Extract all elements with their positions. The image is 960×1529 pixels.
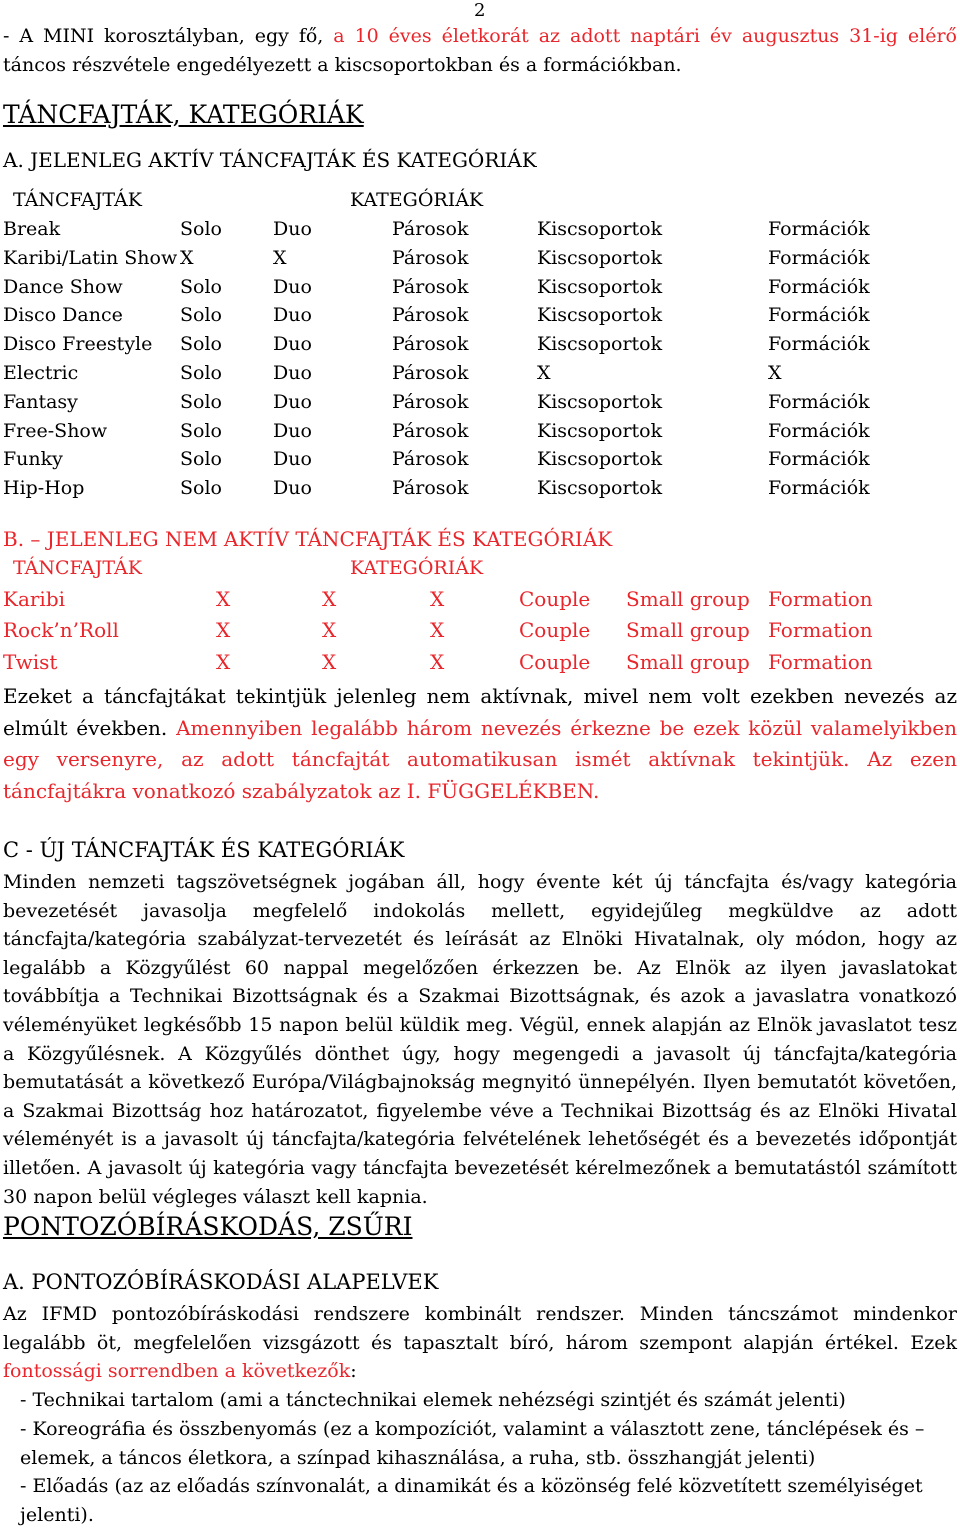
inactive-dance-category: X <box>322 618 337 643</box>
active-dance-category: Duo <box>273 448 312 471</box>
active-dance-category: Duo <box>273 390 312 413</box>
inactive-dance-category: X <box>216 587 231 611</box>
page-number: 2 <box>474 0 486 21</box>
judging-list-item-choreography: - Koreográfia és összbenyomás (ez a kompozíciót, valamint a választott zene, tánclépések és –elemek, a táncos életkora, a színpad kihasználása, a ruha, stb. összhangját jelenti) <box>20 1418 925 1469</box>
inactive-dance-category: Couple <box>519 649 591 674</box>
active-dance-category: X <box>273 246 287 269</box>
active-dance-category: Solo <box>180 362 222 384</box>
judging-a-title: A. PONTOZÓBÍRÁSKODÁSI ALAPELVEK <box>3 1270 439 1294</box>
judging-list-item-technical: - Technikai tartalom (ami a tánctechnikai elemek nehézségi szintjét és számát jelenti) <box>20 1389 846 1411</box>
active-dance-category: Solo <box>180 477 222 500</box>
inactive-dance-category: X <box>430 587 445 611</box>
inactive-dance-category: X <box>430 649 445 674</box>
inactive-dance-category: X <box>430 618 445 643</box>
active-dance-name: Dance Show <box>3 275 123 298</box>
active-dance-category: Párosok <box>392 448 469 471</box>
judging-a-body-red: fontossági sorrendben a következők <box>3 1360 351 1383</box>
inactive-dance-category: Small group <box>626 587 750 611</box>
inactive-dance-category: Couple <box>519 618 591 643</box>
active-dance-category: Duo <box>273 304 312 327</box>
active-dance-category: Párosok <box>392 218 469 240</box>
inactive-dance-name: Rock’n’Roll <box>3 618 119 643</box>
active-dance-category: Párosok <box>392 362 469 384</box>
active-dance-category: Kiscsoportok <box>537 333 663 356</box>
active-dance-name: Hip-Hop <box>3 477 85 500</box>
active-dance-category: Duo <box>273 218 312 240</box>
active-dance-category: Formációk <box>768 448 870 471</box>
active-dance-category: Solo <box>180 390 222 413</box>
intro-text-1: - A MINI korosztályban, egy fő, <box>3 25 334 47</box>
heading-dance-types: TÁNCFAJTÁK, KATEGÓRIÁK <box>3 100 364 129</box>
active-dance-category: Párosok <box>392 246 469 269</box>
heading-judging: PONTOZÓBÍRÁSKODÁS, ZSŰRI <box>3 1212 413 1241</box>
active-dance-category: Solo <box>180 333 222 356</box>
active-dance-name: Disco Freestyle <box>3 333 153 356</box>
inactive-dance-category: X <box>216 618 231 643</box>
section-c-body: Minden nemzeti tagszövetségnek jogában áll, hogy évente két új táncfajta és/vagy kategória bevezetését javasolja megfelelő indokolás mellett, egyidejűleg megküldve az adott táncfajta/kategória szabályzat-tervezetét és leírását az Elnöki Hivatalnak, oly módon, hogy az legalább a Közgyűlést 60 nappal megelőzően érkezzen be. Az Elnök az ilyen javaslatokat továbbítja a Technikai Bizottságnak és a Szakmai Bizottságnak, és azok a javaslatra vonatkozó véleményüket legkésőbb 15 napon belül küldik meg. Végül, ennek alapján az Elnök javaslatot tesz a Közgyűlésnek. A Közgyűlés dönthet úgy, hogy megengedi a javasolt új táncfajta/kategória bemutatását a következő Európa/Világbajnokság megnyitó ünnepélyén. Ilyen bemutatót követően, a Szakmai Bizottság hoz határozatot, figyelembe véve a Technikai Bizottság és az Elnöki Hivatal véleményét is a javasolt új táncfajta/kategória felvételének lehetőségét és a bevezetés időpontját illetően. A javasolt új kategória vagy táncfajta bevezetését kérelmezőnek a bemutatástól számított 30 napon belül végleges választ kell kapnia. <box>3 871 957 1208</box>
active-dance-category: Solo <box>180 275 222 298</box>
active-dance-category: Párosok <box>392 304 469 327</box>
section-c-title: C - ÚJ TÁNCFAJTÁK ÉS KATEGÓRIÁK <box>3 838 405 862</box>
active-dance-category: Solo <box>180 419 222 442</box>
active-dance-category: Solo <box>180 304 222 327</box>
inactive-dance-category: Formation <box>768 587 873 611</box>
active-dance-category: Duo <box>273 275 312 298</box>
active-dance-category: Solo <box>180 218 222 240</box>
active-dance-category: Kiscsoportok <box>537 477 663 500</box>
judging-a-body <box>3 1300 957 1386</box>
judging-a-body-black: Az IFMD pontozóbíráskodási rendszere kombinált rendszer. Minden táncszámot mindenkor legalább öt, megfelelően vizsgázott és tapasztalt bíró, három szempont alapján értékel. Ezek <box>3 1303 957 1354</box>
intro-text-red: a 10 éves életkorát az adott naptári év augusztus 31-ig elérő <box>333 25 957 47</box>
active-dance-name: Fantasy <box>3 390 78 413</box>
inactive-dance-category: Formation <box>768 649 873 674</box>
active-dance-name: Free-Show <box>3 419 108 442</box>
active-dance-category: Párosok <box>392 477 469 500</box>
judging-a-body-end: : <box>350 1360 357 1383</box>
active-dance-category: Kiscsoportok <box>537 390 663 413</box>
active-dance-category: Párosok <box>392 333 469 356</box>
active-dance-category: Solo <box>180 448 222 471</box>
active-dance-category: Duo <box>273 362 312 384</box>
section-a-title: A. JELENLEG AKTÍV TÁNCFAJTÁK ÉS KATEGÓRIÁK <box>3 148 537 172</box>
active-dance-category: Kiscsoportok <box>537 275 663 298</box>
active-dance-category: Kiscsoportok <box>537 304 663 327</box>
active-dance-name: Break <box>3 218 61 240</box>
active-dance-category: X <box>537 362 551 384</box>
inactive-dance-name: Karibi <box>3 587 66 611</box>
inactive-dance-category: Formation <box>768 618 873 643</box>
active-dance-category: Párosok <box>392 390 469 413</box>
active-dance-category: Formációk <box>768 246 870 269</box>
active-dance-name: Funky <box>3 448 63 471</box>
inactive-dance-category: Small group <box>626 618 750 643</box>
active-dance-category: Formációk <box>768 333 870 356</box>
active-dance-name: Disco Dance <box>3 304 123 327</box>
active-dance-category: Kiscsoportok <box>537 448 663 471</box>
active-dance-category: Párosok <box>392 275 469 298</box>
section-b-col-categories: KATEGÓRIÁK <box>350 557 484 579</box>
active-dance-category: Formációk <box>768 419 870 442</box>
active-dance-category: X <box>180 246 194 269</box>
judging-list-item-performance: - Előadás (az az előadás színvonalát, a dinamikát és a közönség felé közvetített személyiséget jelenti). <box>20 1475 923 1526</box>
active-dance-category: Duo <box>273 477 312 500</box>
inactive-dance-name: Twist <box>3 649 58 674</box>
active-dance-category: Kiscsoportok <box>537 218 663 240</box>
active-dance-category: X <box>768 362 782 384</box>
active-dance-category: Párosok <box>392 419 469 442</box>
section-b-note-black: Ezeket a táncfajtákat tekintjük jelenleg nem aktívnak, mivel nem volt ezekben nevezés az elmúlt években. <box>3 684 957 740</box>
section-b-note <box>3 681 957 807</box>
active-dance-category: Formációk <box>768 218 870 240</box>
section-a-col-dances: TÁNCFAJTÁK <box>13 189 142 211</box>
active-dance-name: Karibi/Latin Show <box>3 246 178 269</box>
inactive-dance-category: X <box>322 649 337 674</box>
inactive-dance-category: X <box>322 587 337 611</box>
inactive-dance-category: Couple <box>519 587 591 611</box>
active-dance-category: Duo <box>273 419 312 442</box>
section-a-col-categories: KATEGÓRIÁK <box>350 189 484 211</box>
active-dance-category: Kiscsoportok <box>537 246 663 269</box>
section-b-col-dances: TÁNCFAJTÁK <box>13 557 142 579</box>
active-dance-category: Duo <box>273 333 312 356</box>
active-dance-category: Formációk <box>768 275 870 298</box>
active-dance-name: Electric <box>3 362 79 384</box>
intro-paragraph <box>3 22 957 79</box>
active-dance-category: Kiscsoportok <box>537 419 663 442</box>
active-dance-category: Formációk <box>768 390 870 413</box>
active-dance-category: Formációk <box>768 477 870 500</box>
intro-text-3: táncos részvétele engedélyezett a kiscsoportokban és a formációkban. <box>3 53 682 76</box>
inactive-dance-category: X <box>216 649 231 674</box>
section-b-note-red: Amennyiben legalább három nevezés érkezne be ezek közül valamelyikben egy versenyre, az adott táncfajtát automatikusan ismét aktívnak tekintjük. Az ezen táncfajtákra vonatkozó szabályzatok az I. FÜGGELÉKBEN. <box>3 715 957 803</box>
inactive-dance-category: Small group <box>626 649 750 674</box>
section-b-title: B. – JELENLEG NEM AKTÍV TÁNCFAJTÁK ÉS KATEGÓRIÁK <box>3 527 613 551</box>
active-dance-category: Formációk <box>768 304 870 327</box>
